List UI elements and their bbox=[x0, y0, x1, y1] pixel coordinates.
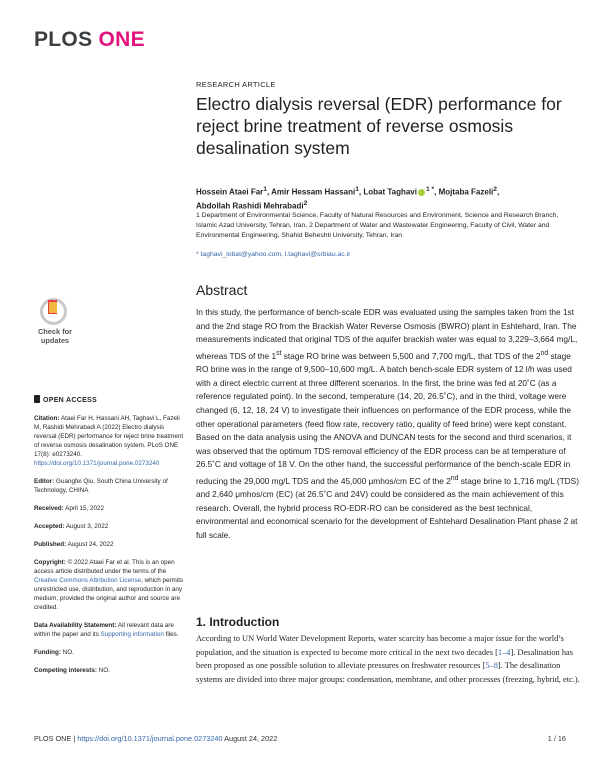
funding-block bbox=[34, 648, 184, 657]
author-affil: 1 * bbox=[425, 186, 435, 193]
received-text: April 15, 2022 bbox=[63, 505, 105, 512]
author-name: Mojtaba Fazeli bbox=[438, 187, 494, 197]
footer-date: August 24, 2022 bbox=[222, 734, 278, 743]
introduction-text bbox=[196, 632, 586, 686]
editor-text: Guangfei Qiu, South China University of Technology, CHINA bbox=[34, 478, 168, 494]
author-affil: 2 bbox=[303, 199, 308, 207]
abstract-part: stage RO brine was between 5,500 and 7,700 mg/L, that TDS of the 2 bbox=[281, 350, 541, 361]
author-list: Hossein Ataei Far$^1$, Amir Hessam Hassani$^1$, Lobat Taghavi $^{1 *}$, Mojtaba Fazeli$^2$, Abdollah Rashidi Mehrabadi$^2$ bbox=[196, 186, 500, 211]
logo-plos: PLOS bbox=[34, 28, 93, 51]
check-updates-line2: updates bbox=[40, 336, 70, 345]
check-updates-line1: Check for bbox=[37, 327, 73, 336]
funding-text: NO. bbox=[60, 649, 74, 656]
editor-block bbox=[34, 477, 184, 495]
intro-part: According to UN World Water Development Reports, water scarcity has become a major issue for the world’s population, and the situation is expected to become more critical in the next two decades [ bbox=[196, 634, 564, 657]
data-availability-text: files. bbox=[163, 631, 179, 638]
author-name: Amir Hessam Hassani bbox=[271, 187, 356, 197]
copyright-text: , which permits unrestricted use, distribution, and reproduction in any medium, provided the original author and source are credited. bbox=[34, 577, 184, 611]
plos-one-logo[interactable] bbox=[34, 28, 145, 52]
abstract-part: stage RO brine was in the range of 9,500–10,600 mg/L. A batch bench-scale EDR system of 12 l/h was used with a direct electric current at three different scenarios. In the first, the brine was fed at 20˚C (as a reference regulated point). In the second, temperature (14, 20, 26.5˚C), and in the third, voltage were changed (6, 12, 18, 24 V) to investigate their influences on performance of the EDR process, while the other operational parameters (feed flow rate, recovery ratio, quality of feed brine) were kept constant. Based on the data analysis using the ANOVA and DUNCAN tests for the second and third scenarios, it was observed that the optimum TDS removal efficiency of the EDR process can be at temperature of 26.5˚C and voltage of 18 V. On the other hand, the successful performance of the bench-scale EDR in reducing the 29,000 mg/L TDS and the 45,000 μmhos/cm EC of the 2 bbox=[196, 350, 572, 486]
reference-link[interactable]: 1–4 bbox=[497, 647, 511, 657]
editor-label: Editor: bbox=[34, 478, 55, 485]
published-block bbox=[34, 540, 184, 549]
check-updates-label bbox=[34, 327, 76, 345]
accepted-text: August 3, 2022 bbox=[64, 523, 109, 530]
competing-interests-label: Competing interests: bbox=[34, 667, 97, 674]
intro-part: ]. The desalination systems are divided into three major groups: condensation, membrane, and other processes (freezing, hybrid, etc.). bbox=[196, 661, 580, 684]
corresponding-email[interactable]: * taghavi_lobat@yahoo.com, l.taghavi@srbiau.ac.ir bbox=[196, 251, 351, 258]
intro-part: ]. Desalination has been proposed as one possible solution to alleviate pressures on freshwater resources [ bbox=[196, 647, 574, 670]
citation-text: Ataei Far H, Hassani AH, Taghavi L, Fazeli M, Rashidi Mehrabadi A (2022) Electro dialysis reversal (EDR) performance for reject brine treatment of reverse osmosis desalination system. PLoS ONE 17(8): e0273240. bbox=[34, 415, 184, 458]
received-block bbox=[34, 504, 184, 513]
open-lock-icon bbox=[34, 395, 40, 403]
author-affil: 1 bbox=[263, 186, 267, 193]
data-availability-text: All relevant data are within the paper and its bbox=[34, 622, 174, 638]
data-availability-label: Data Availability Statement: bbox=[34, 622, 117, 629]
author-name: Lobat Taghavi bbox=[363, 187, 417, 197]
copyright-text: © 2022 Ataei Far et al. This is an open access article distributed under the terms of the bbox=[34, 559, 175, 575]
author-affil: 2 bbox=[493, 186, 497, 193]
citation-doi-link[interactable]: https://doi.org/10.1371/journal.pone.0273240 bbox=[34, 460, 160, 467]
funding-label: Funding: bbox=[34, 649, 61, 656]
competing-interests-text: NO. bbox=[96, 667, 110, 674]
article-title: Electro dialysis reversal (EDR) performance for reject brine treatment of reverse osmosis desalination system bbox=[196, 94, 562, 158]
abstract-sup: nd bbox=[450, 474, 459, 482]
data-availability-block bbox=[34, 621, 184, 639]
bookmark-accent bbox=[49, 302, 57, 313]
published-label: Published: bbox=[34, 541, 67, 548]
abstract-text bbox=[196, 306, 579, 543]
citation-block bbox=[34, 414, 184, 468]
introduction-heading: 1. Introduction bbox=[196, 615, 280, 629]
abstract-part: stage brine to 1,716 mg/L (TDS) and 2,640 μmhos/cm (EC) (at 26.5˚C and 24V) could be considered as the main achievement of this research. Overall, the hybrid process RO-EDR-RO can be considered as the best technical, environmental and economical scenario for the development of Eshtehard Desalination Plant phase 2 at full scale. bbox=[196, 475, 579, 541]
reference-link[interactable]: 5–8 bbox=[485, 661, 498, 670]
article-info-sidebar bbox=[34, 396, 184, 684]
abstract-sup: st bbox=[276, 349, 282, 357]
abstract-sup: nd bbox=[540, 349, 549, 357]
abstract-heading: Abstract bbox=[196, 282, 248, 298]
article-type: RESEARCH ARTICLE bbox=[196, 80, 276, 89]
author-name: Hossein Ataei Far bbox=[196, 187, 264, 197]
received-label: Received: bbox=[34, 505, 64, 512]
accepted-block bbox=[34, 522, 184, 531]
affiliations: 1 Department of Environmental Science, Faculty of Natural Resources and Environment, Science and Research Branch, Islamic Azad University, Tehran, Iran, 2 Department of Water and Wastewater Engineering, Faculty of Civil, Water and Environmental Engineering, Shahid Beheshti University, Tehran, Iran bbox=[196, 212, 559, 239]
license-link[interactable]: Creative Commons Attribution License bbox=[34, 577, 142, 584]
competing-interests-block bbox=[34, 666, 184, 675]
open-access-text: OPEN ACCESS bbox=[43, 397, 97, 404]
page-number: 1 / 16 bbox=[547, 734, 566, 743]
check-for-updates-badge[interactable] bbox=[34, 298, 74, 356]
abstract-part: In this study, the performance of bench-scale EDR was evaluated using the samples taken from the 1st and the 2nd stage RO from the Brackish Water Reverse Osmosis (BWRO) plant in Eshtehard, Iran. The measurements indicated that original TDS of the aquifer brackish water was equal to 3,229–3,664 mg/L, whereas TDS of the 1 bbox=[196, 307, 578, 361]
copyright-block bbox=[34, 558, 184, 612]
footer-doi-link[interactable]: https://doi.org/10.1371/journal.pone.0273240 bbox=[77, 734, 223, 743]
footer-journal: PLOS ONE | bbox=[34, 734, 78, 743]
accepted-label: Accepted: bbox=[34, 523, 65, 530]
page-footer bbox=[34, 734, 566, 743]
copyright-label: Copyright: bbox=[34, 559, 66, 566]
logo-one: ONE bbox=[98, 28, 145, 51]
published-text: August 24, 2022 bbox=[66, 541, 114, 548]
open-access-label bbox=[34, 396, 184, 405]
author-name: Abdollah Rashidi Mehrabadi bbox=[196, 201, 304, 211]
supporting-info-link[interactable]: Supporting information bbox=[100, 631, 164, 638]
citation-label: Citation: bbox=[34, 415, 60, 422]
orcid-icon[interactable] bbox=[418, 189, 425, 196]
author-affil: 1 bbox=[355, 186, 359, 193]
